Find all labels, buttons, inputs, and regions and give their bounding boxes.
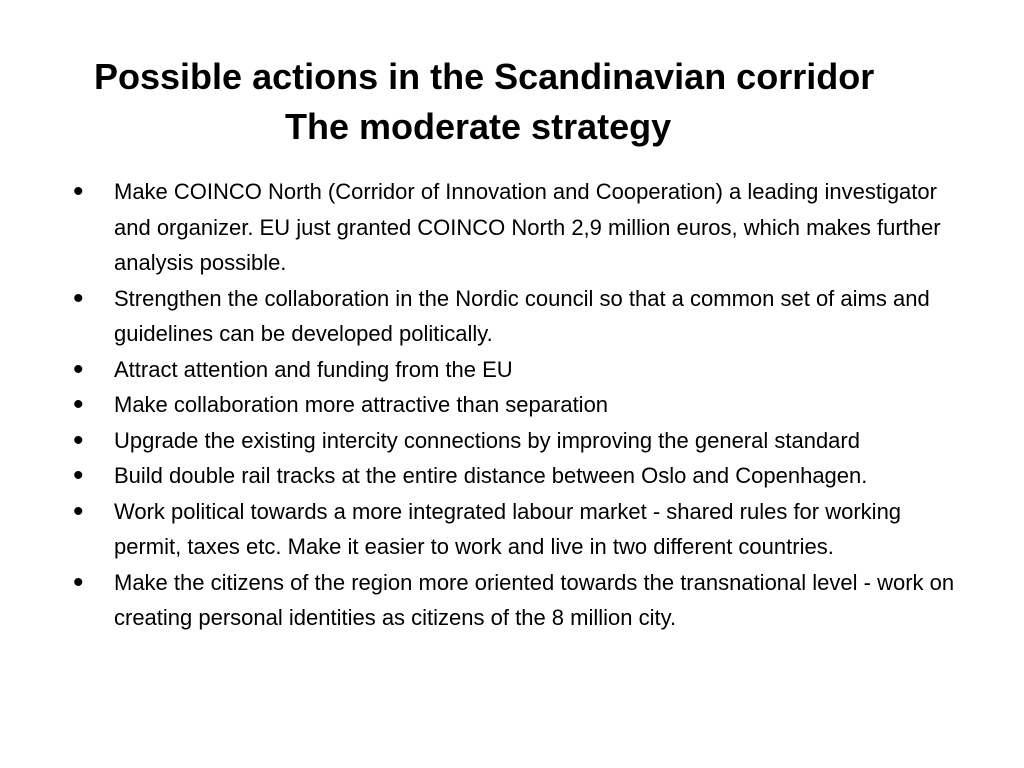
bullet-text: Build double rail tracks at the entire distance between Oslo and Copenhagen.: [114, 463, 868, 488]
bullet-text: Make collaboration more attractive than separation: [114, 392, 609, 417]
slide-subtitle: The moderate strategy: [285, 106, 672, 147]
bullet-text: Make COINCO North (Corridor of Innovation and Cooperation) a leading investigator and organizer. EU just granted COINCO North 2,9 million euros, which makes further analysis possible.: [114, 179, 941, 275]
bullet-icon: •: [73, 565, 84, 599]
bullet-item: [73, 565, 973, 636]
bullet-icon: •: [73, 175, 84, 208]
bullet-item: [73, 281, 973, 352]
bullet-text: Upgrade the existing intercity connections by improving the general standard: [114, 427, 860, 453]
bullet-text: Make the citizens of the region more oriented towards the transnational level - work on creating personal identities as citizens of the 8 million city.: [114, 569, 955, 630]
bullet-text: Strengthen the collaboration in the Nordic council so that a common set of aims and guidelines can be developed politically.: [114, 285, 930, 346]
bullet-text: Attract attention and funding from the EU: [114, 356, 513, 382]
bullet-icon: •: [73, 388, 84, 421]
bullet-item: [73, 174, 973, 281]
slide-title: Possible actions in the Scandinavian corridor: [94, 56, 875, 97]
bullet-item: [73, 458, 973, 494]
bullet-icon: •: [73, 494, 84, 528]
bullet-icon: •: [73, 352, 84, 386]
bullet-text: Work political towards a more integrated labour market - shared rules for working permit, taxes etc. Make it easier to work and live in two different countries.: [114, 498, 902, 559]
bullet-list: [73, 174, 973, 636]
bullet-item: [73, 423, 973, 459]
bullet-item: [73, 352, 973, 388]
bullet-icon: •: [73, 423, 84, 457]
bullet-item: [73, 494, 973, 565]
bullet-icon: •: [73, 459, 84, 492]
bullet-item: [73, 387, 973, 423]
bullet-icon: •: [73, 281, 84, 315]
